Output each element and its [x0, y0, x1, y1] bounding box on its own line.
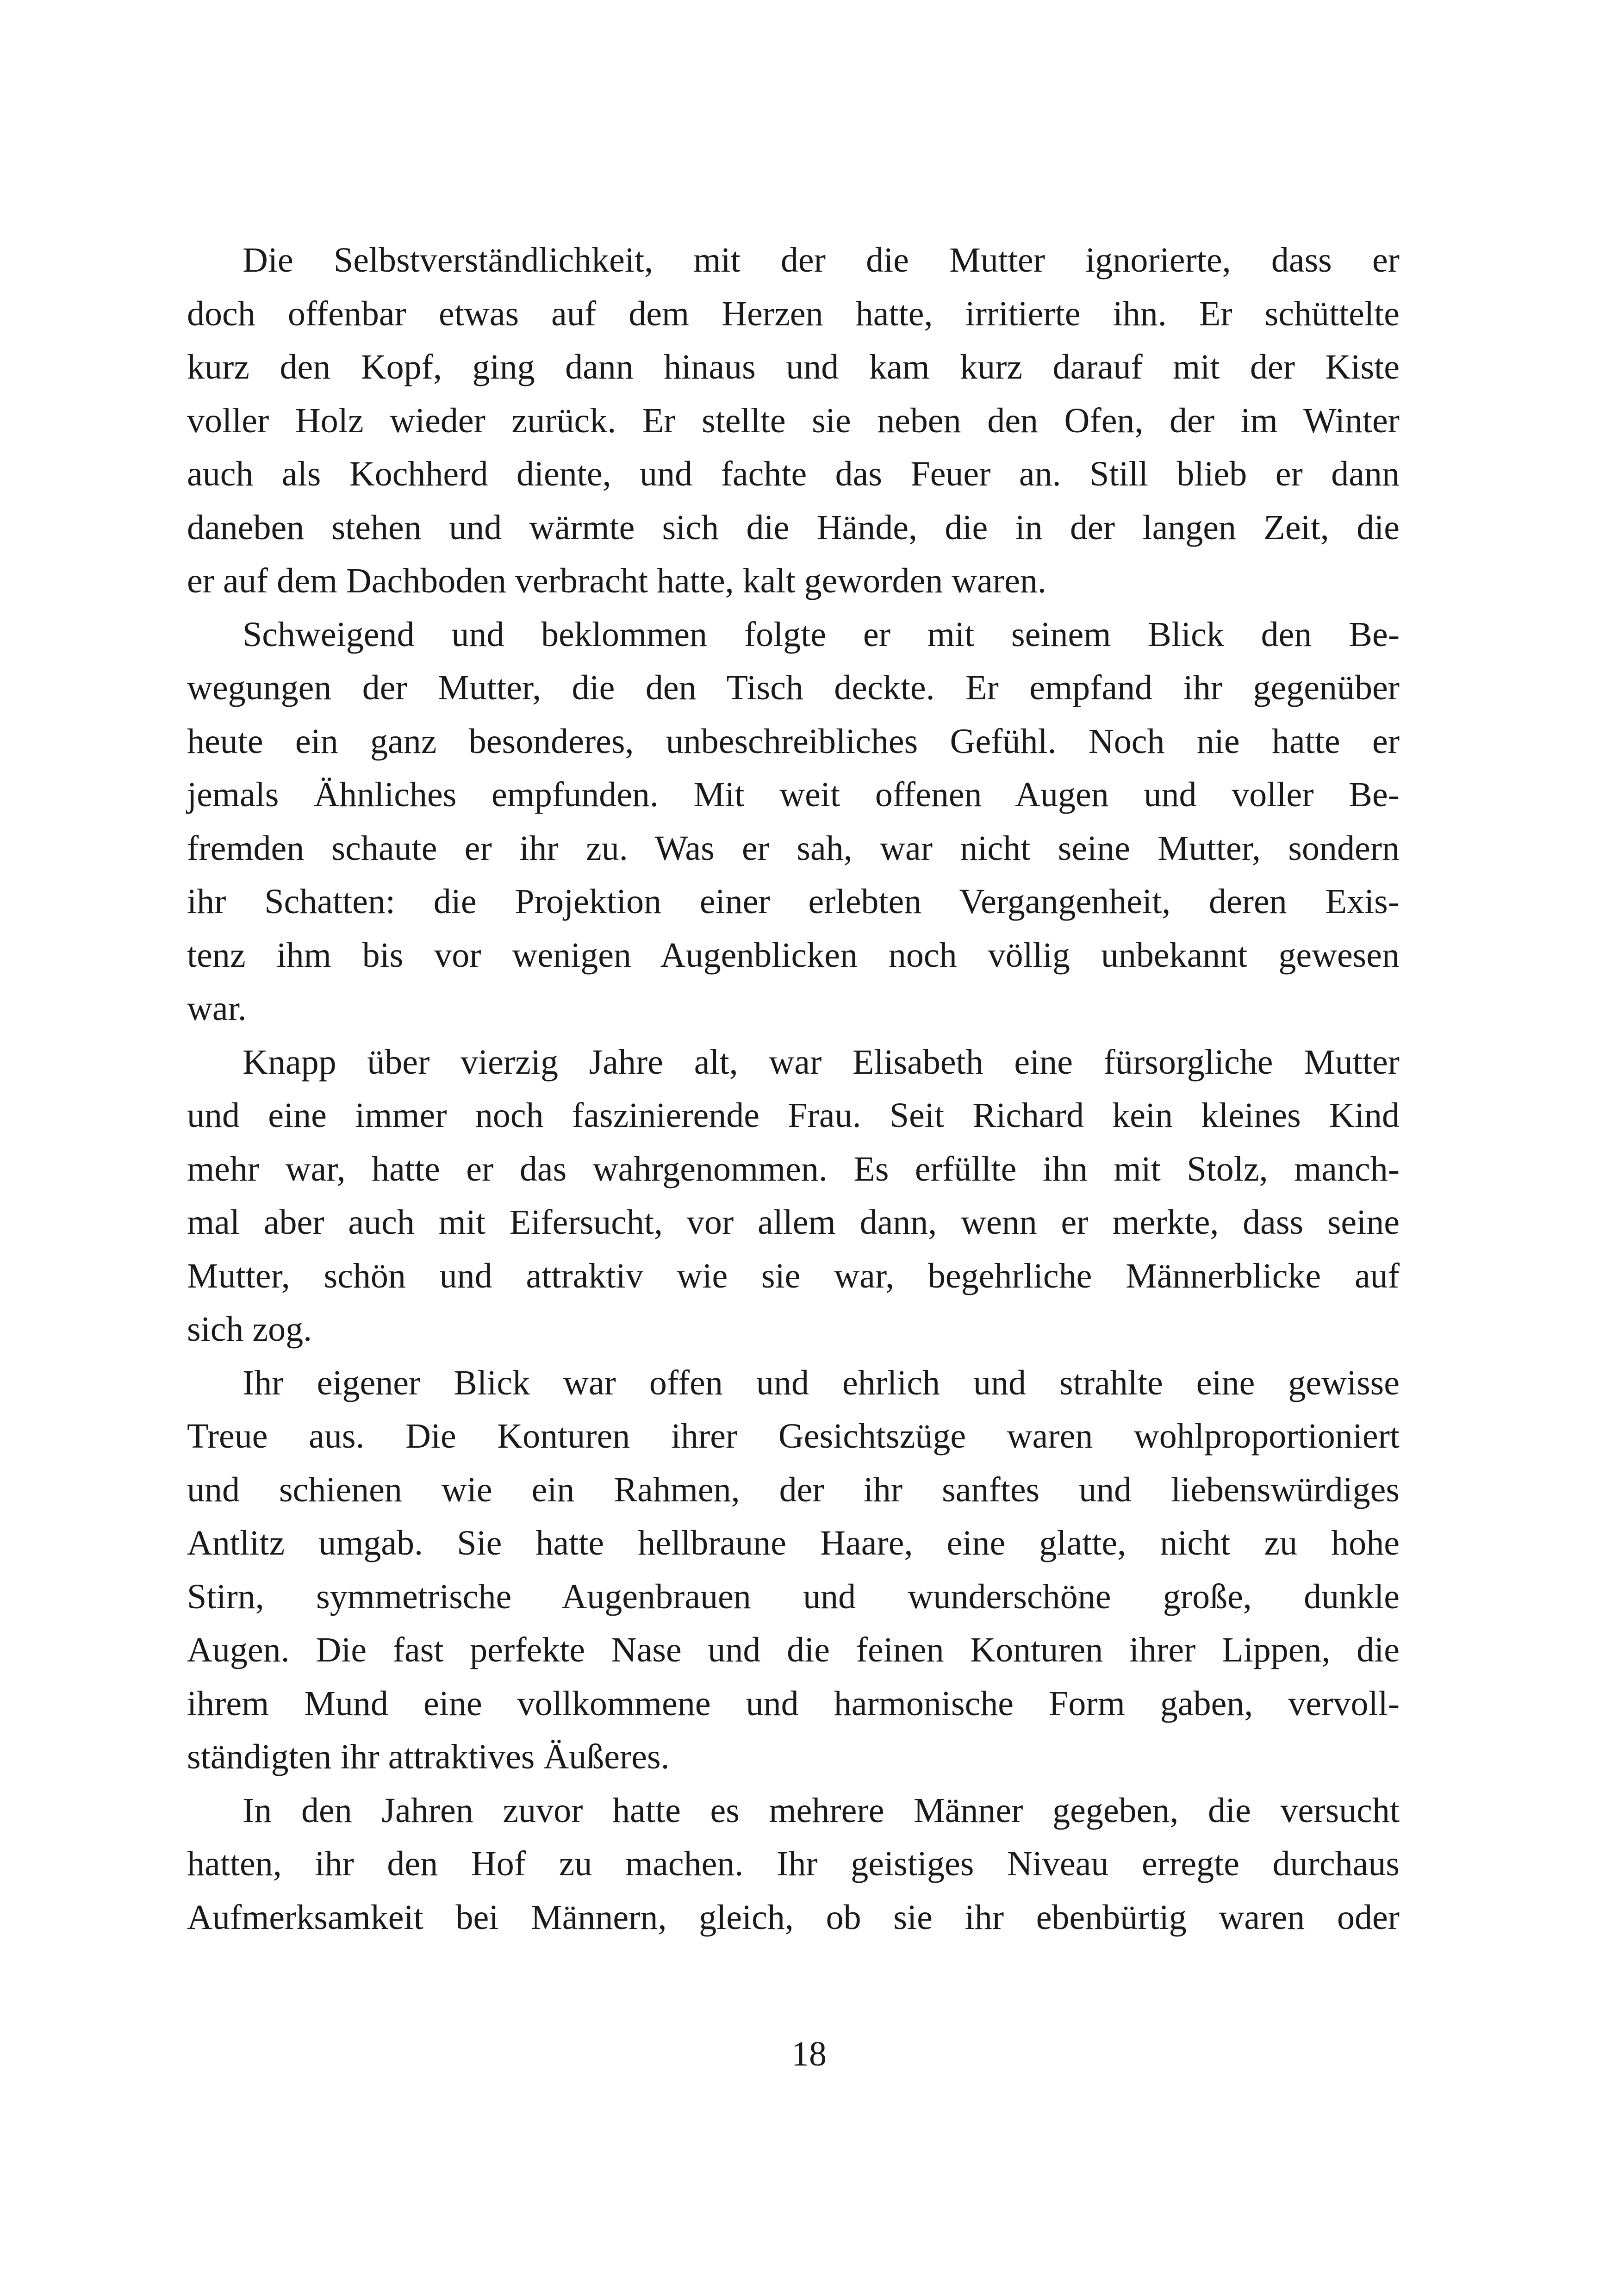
text-line: Schweigend und beklommen folgte er mit seinem Blick den Be- [243, 615, 1400, 654]
text-line: mal aber auch mit Eifersucht, vor allem dann, wenn er merkte, dass seine [187, 1203, 1400, 1242]
text-line: Augen. Die fast perfekte Nase und die feinen Konturen ihrer Lippen, die [187, 1630, 1400, 1669]
text-line: heute ein ganz besonderes, unbeschreibliches Gefühl. Noch nie hatte er [187, 722, 1400, 761]
body-text [187, 234, 1400, 1944]
text-line: Ihr eigener Blick war offen und ehrlich und strahlte eine gewisse [243, 1363, 1400, 1402]
text-line: fremden schaute er ihr zu. Was er sah, war nicht seine Mutter, sondern [187, 828, 1400, 868]
text-line: ständigten ihr attraktives Äußeres. [187, 1737, 670, 1776]
paragraph-4 [187, 1356, 1400, 1784]
text-line: kurz den Kopf, ging dann hinaus und kam kurz darauf mit der Kiste [187, 348, 1400, 386]
text-line: In den Jahren zuvor hatte es mehrere Männer gegeben, die versucht [243, 1791, 1400, 1830]
text-line: Treue aus. Die Konturen ihrer Gesichtszüge waren wohlproportioniert [187, 1417, 1400, 1456]
text-line: und eine immer noch faszinierende Frau. Seit Richard kein kleines Kind [187, 1096, 1400, 1135]
paragraph-2 [187, 608, 1400, 1036]
text-line: mehr war, hatte er das wahrgenommen. Es erfüllte ihn mit Stolz, manch- [187, 1149, 1400, 1188]
text-line: Die Selbstverständlichkeit, mit der die Mutter ignorierte, dass er [243, 241, 1400, 280]
text-line: wegungen der Mutter, die den Tisch deckte. Er empfand ihr gegenüber [187, 668, 1400, 707]
text-line: er auf dem Dachboden verbracht hatte, kalt geworden waren. [187, 561, 1046, 600]
text-line: sich zog. [187, 1310, 312, 1349]
text-line: Aufmerksamkeit bei Männern, gleich, ob sie ihr ebenbürtig waren oder [187, 1898, 1400, 1937]
paragraph-5 [187, 1784, 1400, 1945]
text-line: auch als Kochherd diente, und fachte das Feuer an. Still blieb er dann [187, 454, 1400, 493]
text-line: war. [187, 989, 247, 1028]
text-line: Mutter, schön und attraktiv wie sie war, begehrliche Männerblicke auf [187, 1256, 1400, 1295]
text-line: ihr Schatten: die Projektion einer erlebten Vergangenheit, deren Exis- [187, 882, 1400, 921]
text-line: Stirn, symmetrische Augenbrauen und wunderschöne große, dunkle [187, 1577, 1400, 1616]
page-number: 18 [791, 2035, 827, 2073]
text-line: tenz ihm bis vor wenigen Augenblicken noch völlig unbekannt gewesen [187, 935, 1400, 975]
text-line: Antlitz umgab. Sie hatte hellbraune Haare, eine glatte, nicht zu hohe [187, 1524, 1400, 1562]
text-line: doch offenbar etwas auf dem Herzen hatte, irritierte ihn. Er schüttelte [187, 294, 1400, 333]
text-line: jemals Ähnliches empfunden. Mit weit offenen Augen und voller Be- [187, 775, 1400, 814]
text-line: hatten, ihr den Hof zu machen. Ihr geistiges Niveau erregte durchaus [187, 1844, 1400, 1883]
text-line: daneben stehen und wärmte sich die Hände, die in der langen Zeit, die [187, 508, 1400, 547]
text-line: ihrem Mund eine vollkommene und harmonische Form gaben, vervoll- [187, 1684, 1400, 1723]
text-line: voller Holz wieder zurück. Er stellte sie neben den Ofen, der im Winter [187, 401, 1400, 440]
paragraph-3 [187, 1036, 1400, 1356]
text-line: Knapp über vierzig Jahre alt, war Elisabeth eine fürsorgliche Mutter [243, 1042, 1400, 1082]
text-line: und schienen wie ein Rahmen, der ihr sanftes und liebenswürdiges [187, 1470, 1400, 1509]
paragraph-1 [187, 234, 1400, 608]
